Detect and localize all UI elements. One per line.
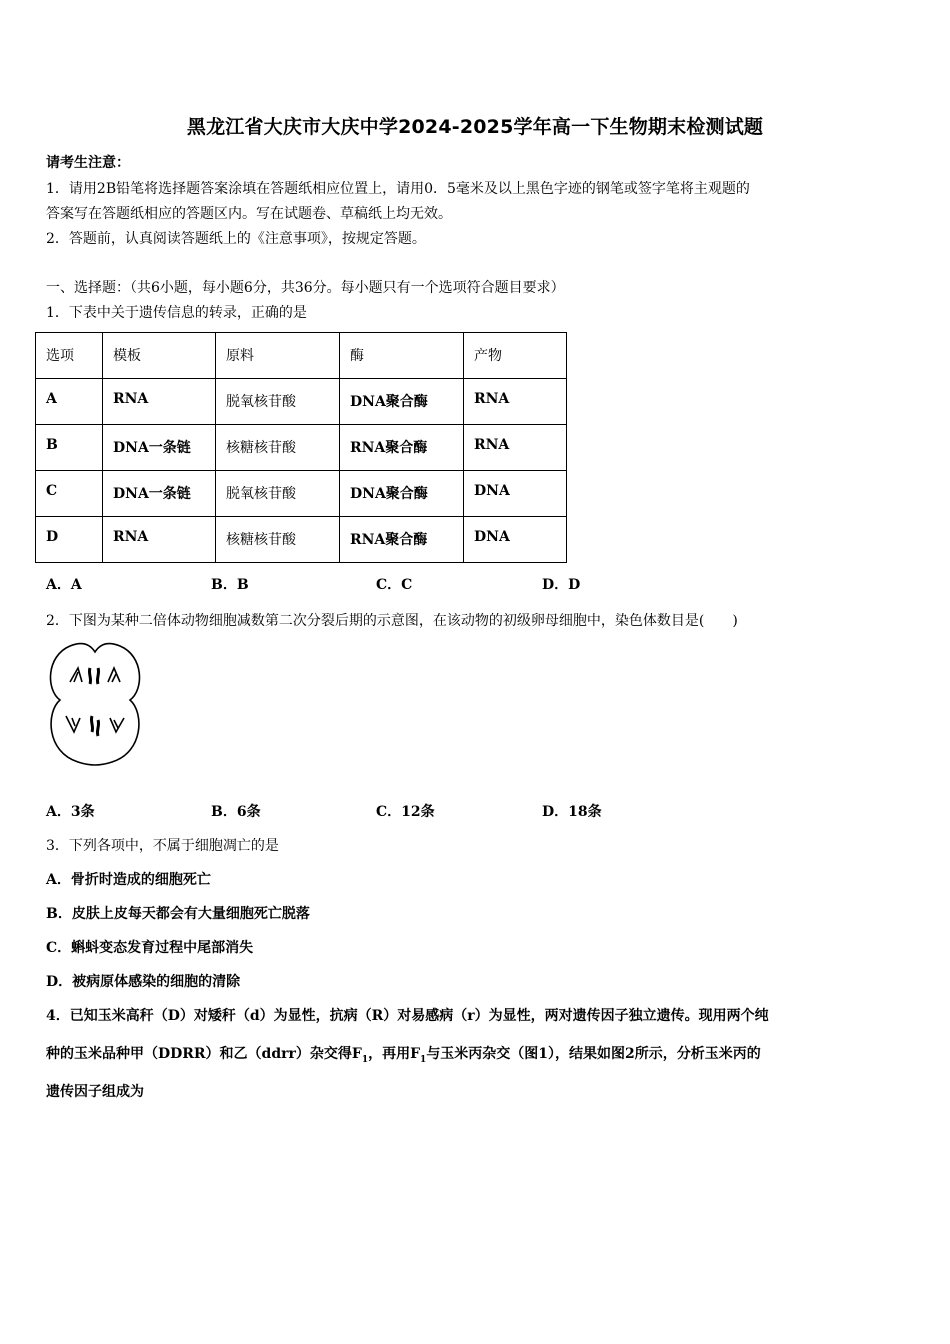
table-cell: RNA — [464, 425, 567, 471]
q1-stem: 1．下表中关于遗传信息的转录，正确的是 — [46, 305, 307, 321]
q4-stem-line-3: 遗传因子组成为 — [46, 1084, 144, 1100]
q1-option-a[interactable]: A．A — [46, 577, 82, 593]
table-row — [36, 471, 567, 517]
q4-text: 与玉米丙杂交（图1），结果如图2所示，分析玉米丙的 — [426, 1046, 761, 1062]
notice-line-1-cont: 答案写在答题纸相应的答题区内。写在试题卷、草稿纸上均无效。 — [46, 206, 452, 222]
table-header-cell: 产物 — [464, 333, 567, 379]
q3-option-a[interactable]: A．骨折时造成的细胞死亡 — [46, 872, 211, 888]
table-header-cell: 模板 — [103, 333, 216, 379]
table-cell: C — [36, 471, 103, 517]
q3-stem: 3．下列各项中，不属于细胞凋亡的是 — [46, 838, 279, 854]
notice-line-2: 2．答题前，认真阅读答题纸上的《注意事项》，按规定答题。 — [46, 231, 426, 247]
chromosome — [108, 668, 120, 682]
table-cell: DNA — [464, 517, 567, 563]
q2-option-a[interactable]: A．3条 — [46, 804, 95, 820]
upper-chromosomes — [70, 668, 120, 684]
table-cell: RNA — [464, 379, 567, 425]
q2-option-c[interactable]: C．12条 — [376, 804, 435, 820]
table-cell: 脱氧核苷酸 — [216, 379, 340, 425]
table-cell: A — [36, 379, 103, 425]
lower-chromosomes — [66, 716, 124, 736]
table-cell: RNA聚合酶 — [340, 425, 464, 471]
chromosome — [89, 668, 90, 684]
q2-option-d[interactable]: D．18条 — [542, 804, 602, 820]
table-cell: DNA一条链 — [103, 471, 216, 517]
q3-option-d[interactable]: D．被病原体感染的细胞的清除 — [46, 974, 241, 990]
q4-subscript: 1 — [420, 1054, 427, 1065]
table-header-cell: 选项 — [36, 333, 103, 379]
table-cell: RNA — [103, 517, 216, 563]
q4-subscript: 1 — [361, 1054, 369, 1065]
q3-option-c[interactable]: C．蝌蚪变态发育过程中尾部消失 — [46, 940, 254, 956]
q3-option-b[interactable]: B．皮肤上皮每天都会有大量细胞死亡脱落 — [46, 906, 310, 922]
table-cell: RNA — [103, 379, 216, 425]
q1-option-b[interactable]: B．B — [211, 577, 249, 593]
table-cell: B — [36, 425, 103, 471]
table-row — [36, 425, 567, 471]
table-row — [36, 379, 567, 425]
table-cell: RNA聚合酶 — [340, 517, 464, 563]
cell-membrane — [51, 644, 140, 765]
notice-line-1: 1．请用2B铅笔将选择题答案涂填在答题纸相应位置上，请用0．5毫米及以上黑色字迹的钢笔或签字笔将主观题的 — [46, 181, 750, 197]
page-title: 黑龙江省大庆市大庆中学2024-2025学年高一下生物期末检测试题 — [186, 116, 764, 138]
q4-text: ，再用F — [368, 1046, 421, 1062]
q2-option-b[interactable]: B．6条 — [211, 804, 261, 820]
table-header-cell: 原料 — [216, 333, 340, 379]
table-cell: DNA — [464, 471, 567, 517]
table-cell: DNA聚合酶 — [340, 379, 464, 425]
chromosome — [72, 718, 75, 726]
chromosome — [91, 716, 92, 732]
table-header-row — [36, 333, 567, 379]
table-cell: 核糖核苷酸 — [216, 425, 340, 471]
q1-option-c[interactable]: C．C — [376, 577, 413, 593]
table-cell: DNA一条链 — [103, 425, 216, 471]
table-cell: 脱氧核苷酸 — [216, 471, 340, 517]
chromosome — [97, 720, 98, 736]
chromosome — [97, 668, 98, 684]
q1-table — [35, 332, 567, 563]
table-cell: 核糖核苷酸 — [216, 517, 340, 563]
chromosome — [112, 674, 116, 682]
q4-text: 种的玉米品种甲（DDRR）和乙（ddrr）杂交得F — [46, 1046, 362, 1062]
q2-stem: 2．下图为某种二倍体动物细胞减数第二次分裂后期的示意图，在该动物的初级卵母细胞中，染色体数目是( ) — [46, 613, 738, 629]
section-heading: 一、选择题：（共6小题，每小题6分，共36分。每小题只有一个选项符合题目要求） — [46, 280, 565, 296]
notice-heading: 请考生注意： — [46, 155, 130, 171]
table-row — [36, 517, 567, 563]
table-cell: D — [36, 517, 103, 563]
cell-division-diagram — [40, 638, 150, 770]
q4-stem-line-1: 4．已知玉米高秆（D）对矮秆（d）为显性，抗病（R）对易感病（r）为显性，两对遗传因子独立遗传。现用两个纯 — [46, 1008, 769, 1024]
q4-stem-line-2 — [46, 1043, 761, 1065]
table-header-cell: 酶 — [340, 333, 464, 379]
q1-option-d[interactable]: D．D — [542, 577, 581, 593]
table-cell: DNA聚合酶 — [340, 471, 464, 517]
